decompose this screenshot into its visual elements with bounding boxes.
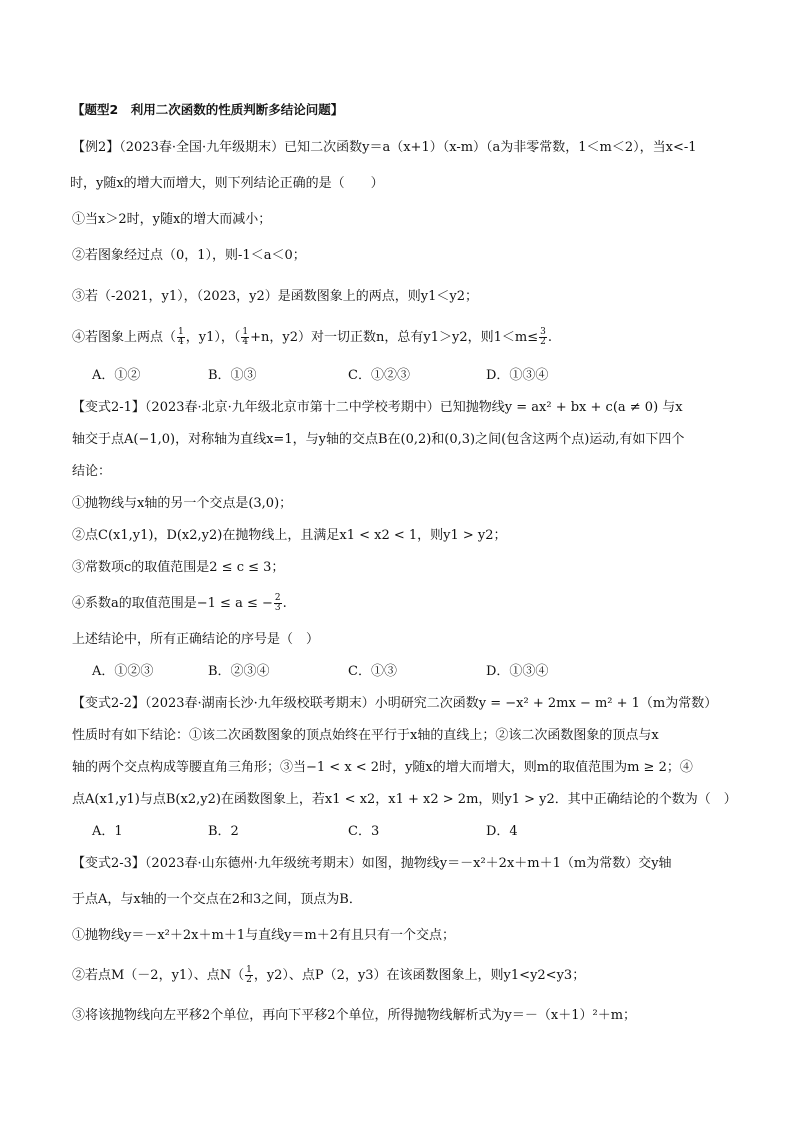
variation-2-1-statement-4-part-a: ④系数a的取值范围是−1 ≤ a ≤ − xyxy=(72,596,273,611)
fraction-two-thirds: $\frac{2}{3}$ xyxy=(274,593,281,613)
example-2-statement-4 xyxy=(72,328,552,348)
variation-2-3-statement-2-part-a: ②若点M（－2，y1）、点N（ xyxy=(72,968,245,983)
variation-2-2-stem-line-4: 点A(x1,y1)与点B(x2,y2)在函数图象上，若x1 < x2，x1 + x2 > 2m，则y1 > y2．其中正确结论的个数为（ ） xyxy=(72,792,737,807)
example-2-statement-4-part-d: . xyxy=(547,330,552,345)
example-2-option-b[interactable]: B．①③ xyxy=(208,368,257,383)
example-2-stem-line-1: 【例2】（2023春·全国·九年级期末）已知二次函数y＝a（x+1）（x-m）（a为非零常数，1＜m＜2），当x<-1 xyxy=(72,140,697,155)
variation-2-1-statement-4 xyxy=(72,594,287,614)
variation-2-2-option-d[interactable]: D．4 xyxy=(486,824,518,839)
variation-2-1-statement-2: ②点C(x1,y1)，D(x2,y2)在抛物线上，且满足x1 < x2 < 1，则y1 > y2； xyxy=(72,528,507,543)
variation-2-3-statement-2 xyxy=(72,966,585,986)
example-2-statement-4-part-c: +n，y2）对一切正数n，总有y1＞y2，则1＜m≤ xyxy=(250,330,539,345)
variation-2-3-statement-3: ③将该抛物线向左平移2个单位，再向下平移2个单位，所得抛物线解析式为y＝－（x＋1）²＋m； xyxy=(72,1008,637,1023)
example-2-statement-4-part-b: ，y1），（ xyxy=(185,330,241,345)
fraction-one-half: $\frac{1}{2}$ xyxy=(246,965,252,985)
variation-2-3-statement-1: ①抛物线y＝－x²＋2x＋m＋1与直线y＝m＋2有且只有一个交点； xyxy=(72,928,456,943)
variation-2-2-option-a[interactable]: A．1 xyxy=(92,824,123,839)
variation-2-3-stem-line-2: 于点A，与x轴的一个交点在2和3之间，顶点为B． xyxy=(72,892,362,907)
example-2-stem-line-2: 时，y随x的增大而增大，则下列结论正确的是（ ） xyxy=(70,176,384,191)
variation-2-1-stem-line-2: 轴交于点A(−1,0)，对称轴为直线x=1，与y轴的交点B在(0,2)和(0,3)之间(包含这两个点)运动,有如下四个 xyxy=(72,432,685,447)
fraction-three-halves: $\frac{3}{2}$ xyxy=(540,327,546,347)
variation-2-1-option-d[interactable]: D．①③④ xyxy=(486,664,549,679)
variation-2-1-statement-3: ③常数项c的取值范围是2 ≤ c ≤ 3； xyxy=(72,560,285,575)
variation-2-3-statement-2-part-b: ，y2）、点P（2，y3）在该函数图象上，则y1<y2<y3； xyxy=(253,968,586,983)
example-2-option-c[interactable]: C．①②③ xyxy=(348,368,410,383)
variation-2-2-option-b[interactable]: B．2 xyxy=(208,824,239,839)
fraction-one-quarter-2: $\frac{1}{4}$ xyxy=(242,327,249,347)
variation-2-1-question: 上述结论中，所有正确结论的序号是（ ） xyxy=(72,632,320,647)
example-2-statement-4-part-a: ④若图象上两点（ xyxy=(72,330,177,345)
variation-2-2-stem-line-2: 性质时有如下结论：①该二次函数图象的顶点始终在平行于x轴的直线上；②该二次函数图象的顶点与x xyxy=(72,728,659,743)
example-2-statement-3: ③若（-2021，y1），（2023，y2）是函数图象上的两点，则y1＜y2； xyxy=(72,289,479,304)
fraction-one-quarter: $\frac{1}{4}$ xyxy=(178,327,184,347)
variation-2-2-stem-line-3: 轴的两个交点构成等腰直角三角形；③当−1 < x < 2时，y随x的增大而增大，则m的取值范围为m ≥ 2；④ xyxy=(72,760,693,775)
variation-2-1-option-b[interactable]: B．②③④ xyxy=(208,664,270,679)
variation-2-1-stem-line-1: 【变式2-1】（2023春·北京·九年级北京市第十二中学校考期中）已知抛物线y = ax² + bx + c(a ≠ 0) 与x xyxy=(72,400,683,415)
variation-2-2-option-c[interactable]: C．3 xyxy=(348,824,380,839)
variation-2-3-stem-line-1: 【变式2-3】（2023春·山东德州·九年级统考期末）如图，抛物线y＝－x²＋2x＋m＋1（m为常数）交y轴 xyxy=(72,856,672,871)
variation-2-1-option-a[interactable]: A．①②③ xyxy=(92,664,154,679)
variation-2-1-statement-4-part-b: . xyxy=(282,596,287,611)
example-2-statement-1: ①当x＞2时，y随x的增大而减小； xyxy=(72,212,272,227)
example-2-statement-2: ②若图象经过点（0，1），则-1＜a＜0； xyxy=(72,248,306,263)
variation-2-1-option-c[interactable]: C．①③ xyxy=(348,664,397,679)
example-2-option-a[interactable]: A．①② xyxy=(92,368,141,383)
variation-2-1-stem-line-3: 结论： xyxy=(72,464,112,479)
variation-2-1-statement-1: ①抛物线与x轴的另一个交点是(3,0)； xyxy=(72,496,293,511)
example-2-option-d[interactable]: D．①③④ xyxy=(486,368,549,383)
section-title: 【题型2 利用二次函数的性质判断多结论问题】 xyxy=(72,102,344,117)
variation-2-2-stem-line-1: 【变式2-2】（2023春·湖南长沙·九年级校联考期末）小明研究二次函数y = −x² + 2mx − m² + 1（m为常数） xyxy=(72,696,718,711)
